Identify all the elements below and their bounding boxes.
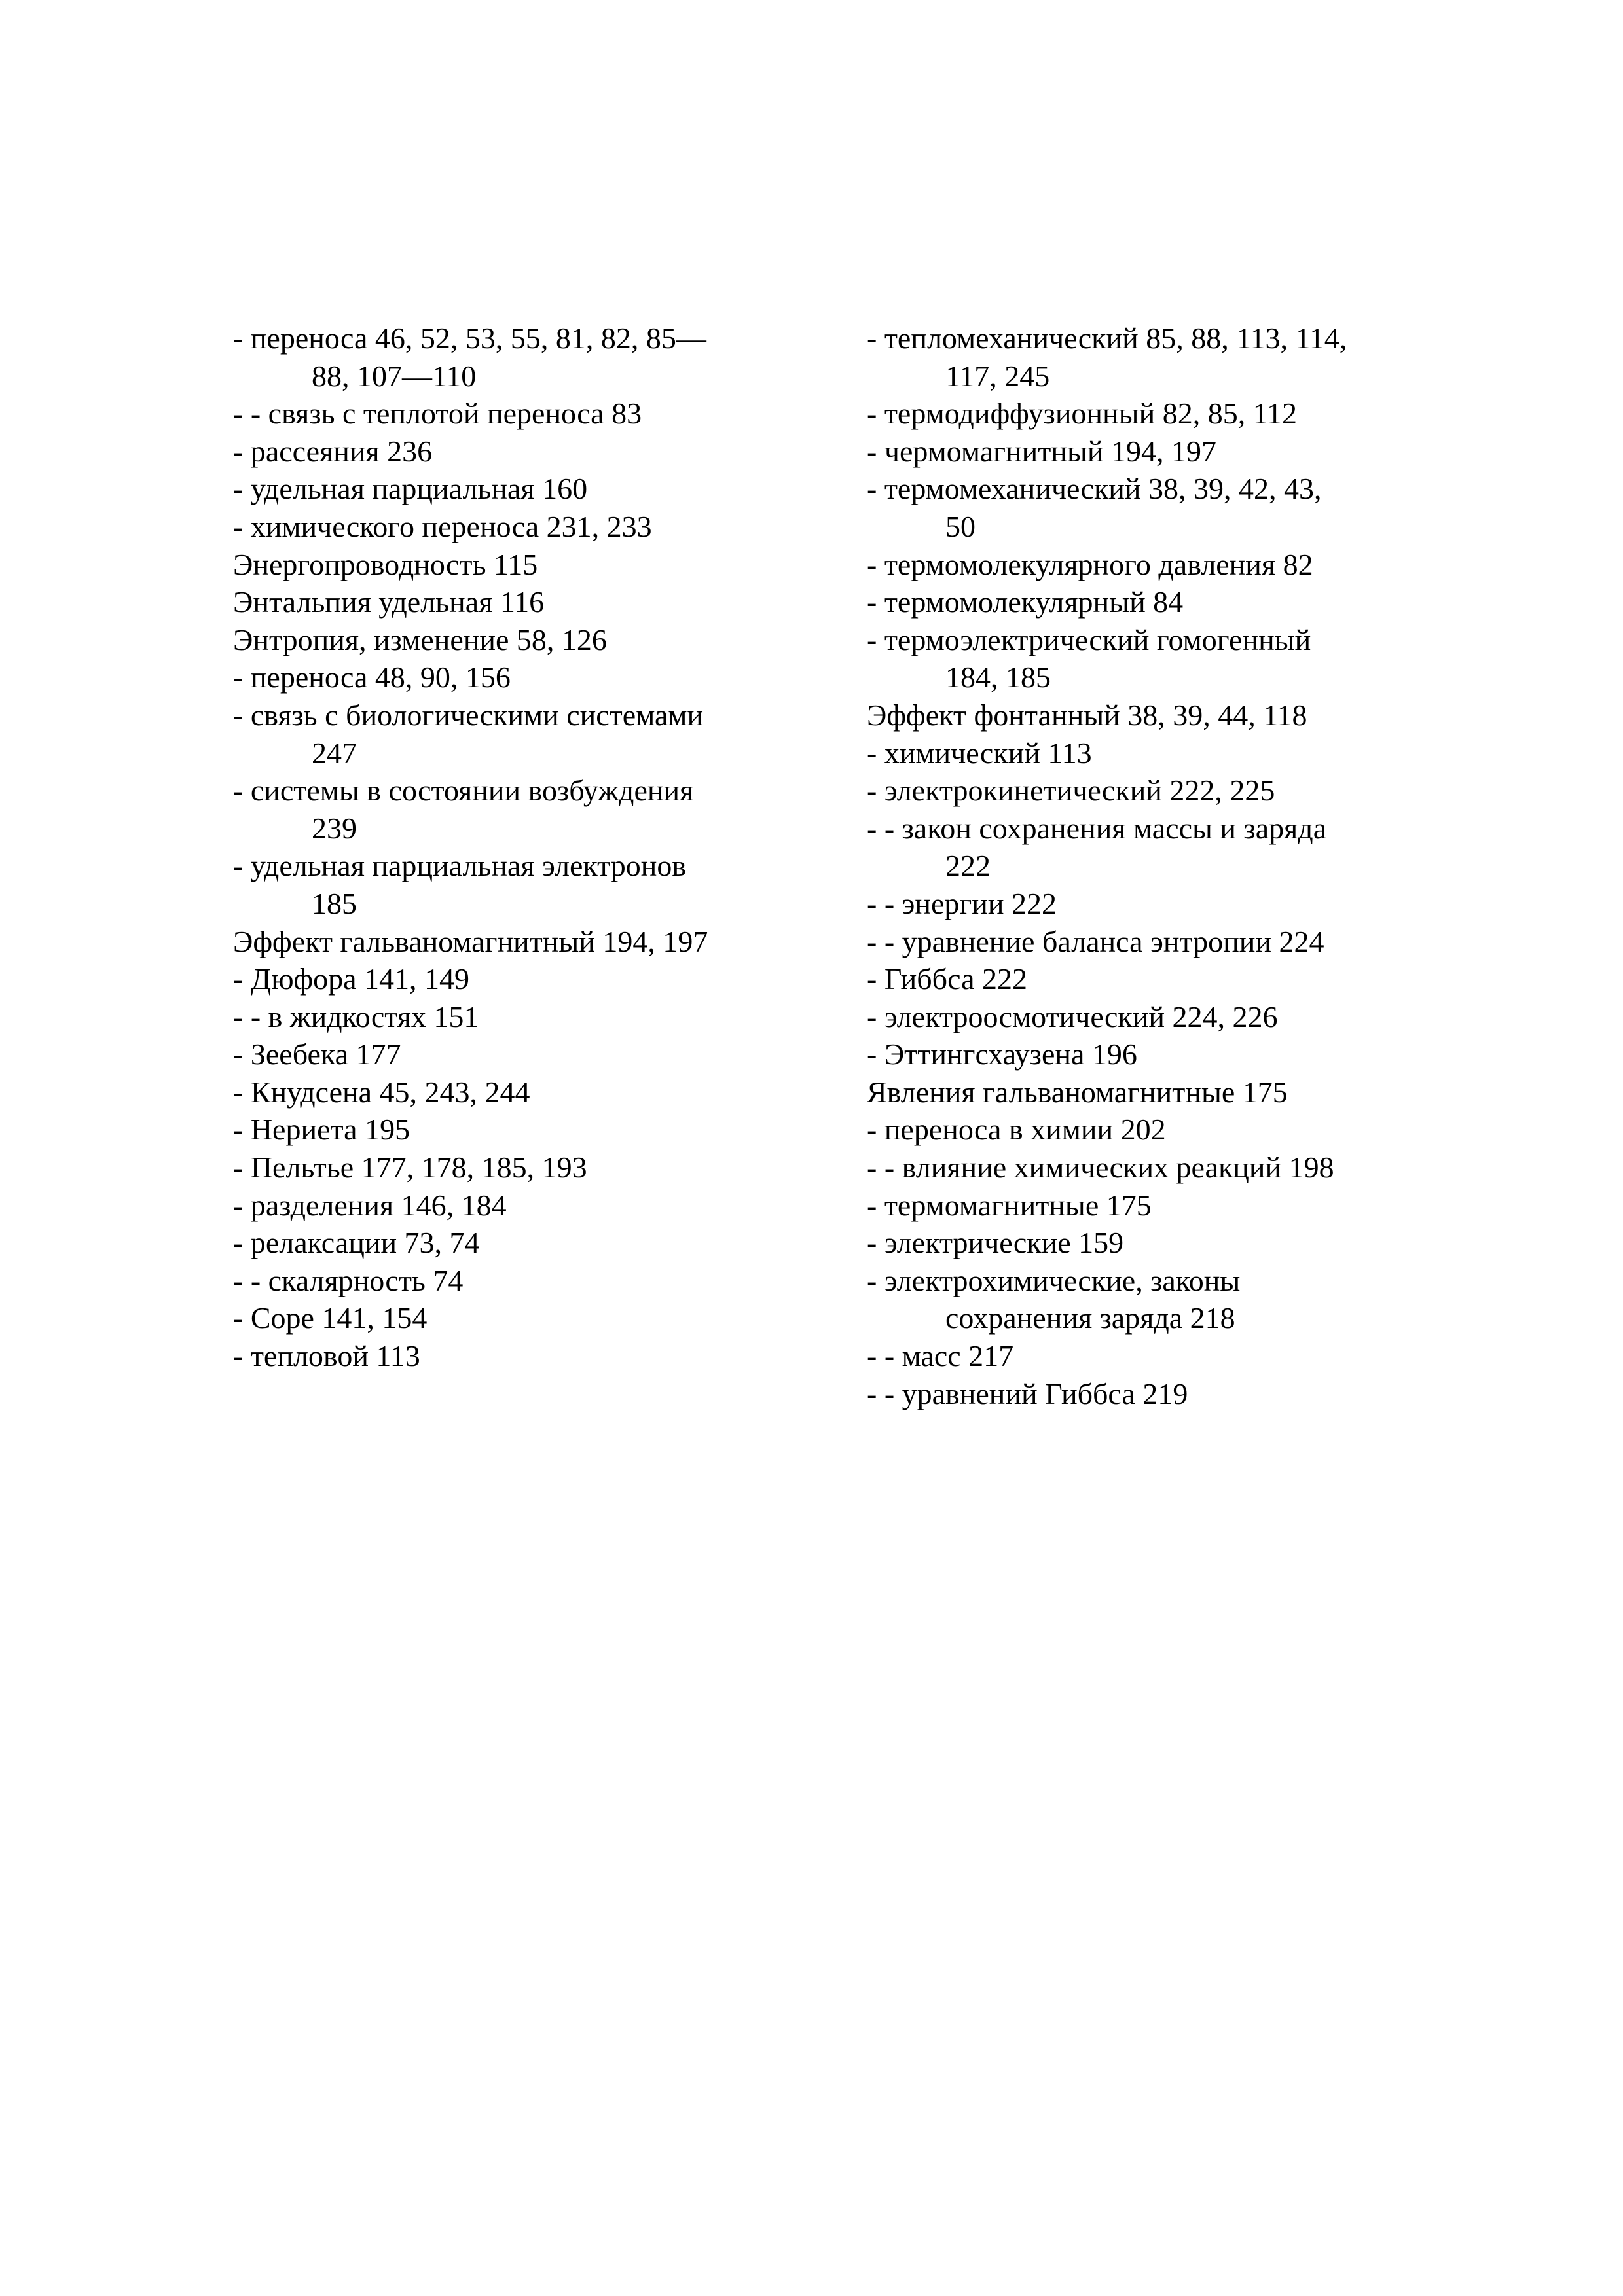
index-entry (233, 470, 822, 508)
index-entry (233, 621, 822, 659)
index-entry-text: - Соре 141, 154 (233, 1301, 428, 1335)
index-entry (233, 583, 822, 621)
index-entry-continuation: 184, 185 (945, 660, 1051, 694)
index-entry-text: - термоэлектрический гомогенный (867, 622, 1311, 656)
index-entry (867, 923, 1456, 961)
index-entry-text: - - скалярность 74 (233, 1263, 464, 1297)
index-entry-text: - удельная парциальная 160 (233, 472, 588, 506)
index-entry (233, 1111, 822, 1149)
index-entry (233, 1299, 822, 1337)
index-entry (233, 696, 822, 772)
index-entry (233, 1035, 822, 1073)
index-entry-text: Эффект фонтанный 38, 39, 44, 118 (867, 698, 1307, 732)
index-entry (867, 960, 1456, 998)
index-entry (867, 885, 1456, 923)
index-entry-text: - - влияние химических реакций 198 (867, 1151, 1334, 1185)
index-entry (233, 658, 822, 696)
index-entry (867, 433, 1456, 471)
index-entry-text: - термомеханический 38, 39, 42, 43, (867, 472, 1322, 506)
index-left-column (233, 319, 822, 1375)
index-entry-text: - электрические 159 (867, 1226, 1124, 1260)
index-entry-text: - Пельтье 177, 178, 185, 193 (233, 1151, 587, 1185)
index-entry-text: Энтропия, изменение 58, 126 (233, 622, 607, 656)
index-entry-text: - рассеяния 236 (233, 434, 433, 468)
index-entry-text: - Нериета 195 (233, 1113, 410, 1147)
index-entry (867, 546, 1456, 584)
index-entry (233, 847, 822, 922)
index-entry (233, 923, 822, 961)
index-entry-continuation: 50 (945, 509, 976, 543)
index-entry-text: Явления гальваномагнитные 175 (867, 1075, 1288, 1109)
index-entry-continuation: сохранения заряда 218 (945, 1301, 1235, 1335)
index-entry (233, 1337, 822, 1375)
index-entry (867, 621, 1456, 696)
index-entry (233, 1073, 822, 1111)
index-entry-text: - - закон сохранения массы и заряда (867, 811, 1327, 845)
index-entry (867, 583, 1456, 621)
index-entry (867, 1187, 1456, 1225)
index-entry-text: Энергопроводность 115 (233, 547, 538, 581)
index-entry-text: - переноса 46, 52, 53, 55, 81, 82, 85— (233, 321, 706, 355)
index-entry (233, 998, 822, 1036)
index-entry-text: - химического переноса 231, 233 (233, 509, 652, 543)
index-entry-text: - Зеебека 177 (233, 1037, 401, 1071)
index-entry (867, 1337, 1456, 1375)
index-entry (867, 1073, 1456, 1111)
index-entry-text: - тепломеханический 85, 88, 113, 114, (867, 321, 1347, 355)
index-entry-text: - электроосмотический 224, 226 (867, 999, 1278, 1033)
index-entry-text: - - уравнение баланса энтропии 224 (867, 924, 1324, 958)
index-entry (867, 395, 1456, 433)
index-entry-text: - - масс 217 (867, 1339, 1014, 1373)
index-entry-text: - химический 113 (867, 736, 1092, 770)
index-entry-text: - термомолекулярного давления 82 (867, 547, 1313, 581)
index-entry-text: - электрокинетический 222, 225 (867, 774, 1275, 808)
index-entry-text: Энтальпия удельная 116 (233, 585, 545, 619)
index-entry-text: - термодиффузионный 82, 85, 112 (867, 397, 1297, 431)
index-entry (867, 696, 1456, 734)
index-entry-text: - термомагнитные 175 (867, 1188, 1152, 1222)
index-entry (867, 810, 1456, 885)
index-entry-text: - переноса 48, 90, 156 (233, 660, 511, 694)
index-entry (233, 1224, 822, 1262)
index-entry (867, 1111, 1456, 1149)
index-entry (867, 1375, 1456, 1413)
index-entry (867, 772, 1456, 810)
index-entry (867, 1262, 1456, 1337)
index-entry-text: - термомолекулярный 84 (867, 585, 1184, 619)
index-entry (867, 1149, 1456, 1187)
index-entry-text: - Дюфора 141, 149 (233, 962, 470, 996)
index-entry (867, 734, 1456, 772)
index-entry (233, 772, 822, 847)
index-entry (233, 960, 822, 998)
index-entry (233, 433, 822, 471)
index-entry-text: - - связь с теплотой переноса 83 (233, 397, 642, 431)
index-entry-continuation: 247 (312, 736, 357, 770)
index-entry (233, 1187, 822, 1225)
index-entry-text: - системы в состоянии возбуждения (233, 774, 694, 808)
index-entry-continuation: 88, 107—110 (312, 359, 477, 393)
index-entry-text: - электрохимические, законы (867, 1263, 1241, 1297)
index-entry-continuation: 185 (312, 886, 357, 920)
index-entry (233, 1262, 822, 1300)
index-entry (867, 319, 1456, 395)
index-entry (233, 319, 822, 395)
index-entry-text: - релаксации 73, 74 (233, 1226, 480, 1260)
index-entry-continuation: 239 (312, 811, 357, 845)
index-entry (233, 546, 822, 584)
index-entry-text: Эффект гальваномагнитный 194, 197 (233, 924, 708, 958)
index-entry-text: - Гиббса 222 (867, 962, 1027, 996)
index-entry-text: - Эттингсхаузена 196 (867, 1037, 1137, 1071)
index-entry (233, 508, 822, 546)
index-entry-text: - разделения 146, 184 (233, 1188, 507, 1222)
index-entry-continuation: 117, 245 (945, 359, 1050, 393)
index-right-column (867, 319, 1456, 1412)
index-entry-text: - - уравнений Гиббса 219 (867, 1376, 1188, 1410)
index-entry-text: - - в жидкостях 151 (233, 999, 479, 1033)
index-entry-text: - тепловой 113 (233, 1339, 420, 1373)
index-entry (233, 1149, 822, 1187)
index-entry (867, 998, 1456, 1036)
index-entry-text: - чермомагнитный 194, 197 (867, 434, 1216, 468)
index-entry-text: - удельная парциальная электронов (233, 849, 687, 883)
index-entry (867, 1224, 1456, 1262)
index-entry (233, 395, 822, 433)
index-entry-continuation: 222 (945, 849, 991, 883)
index-entry-text: - - энергии 222 (867, 886, 1057, 920)
index-entry (867, 1035, 1456, 1073)
index-entry-text: - связь с биологическими системами (233, 698, 704, 732)
index-entry (867, 470, 1456, 545)
index-entry-text: - Кнудсена 45, 243, 244 (233, 1075, 530, 1109)
index-entry-text: - переноса в химии 202 (867, 1113, 1166, 1147)
